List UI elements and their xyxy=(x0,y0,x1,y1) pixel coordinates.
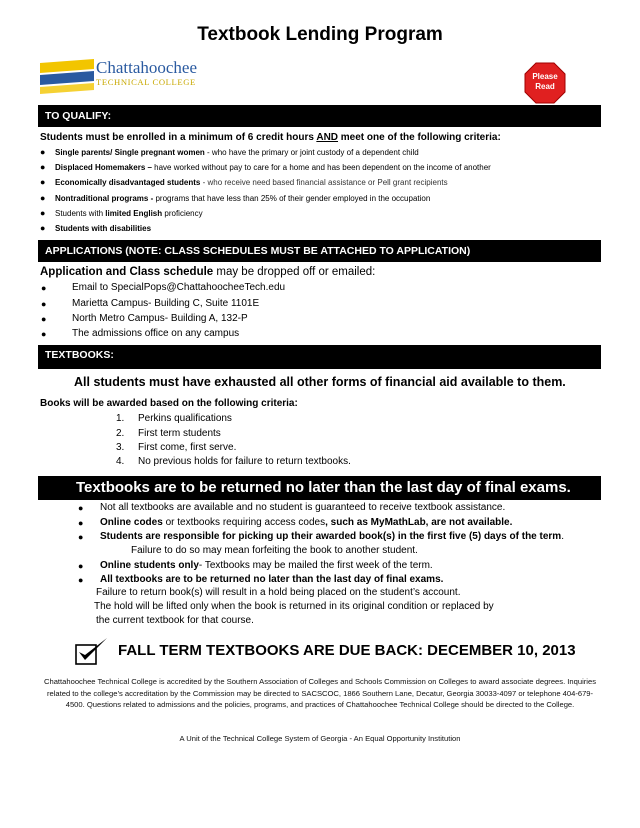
please-read-badge xyxy=(524,62,566,104)
rule-online-students xyxy=(100,560,433,571)
qualify-item-bold: Displaced Homemakers – xyxy=(55,163,152,172)
rule-online-codes-bold: Online codes xyxy=(100,517,163,528)
qualify-intro xyxy=(40,132,501,143)
bullet-icon: ● xyxy=(41,329,47,339)
rule-return-line-1: Failure to return book(s) will result in a hold being placed on the student’s account. xyxy=(96,587,461,598)
logo-subtitle: TECHNICAL COLLEGE xyxy=(96,77,196,87)
rule-return: All textbooks are to be returned no later than the last day of final exams. xyxy=(100,574,444,585)
equal-opportunity-statement: A Unit of the Technical College System of Georgia - An Equal Opportunity Institution xyxy=(179,734,461,743)
qualify-item-bold: limited English xyxy=(105,209,163,218)
rule-pickup-end: . xyxy=(561,531,564,542)
bullet-icon: ● xyxy=(40,208,46,218)
criteria-item: First term students xyxy=(138,428,221,439)
application-item: Marietta Campus- Building C, Suite 1101E xyxy=(72,298,260,309)
qualify-intro-b: meet one of the following criteria: xyxy=(338,132,501,143)
qualify-item-bold: Students with disabilities xyxy=(55,224,152,233)
exhausted-aid-note: All students must have exhausted all other forms of financial aid available to them. xyxy=(74,375,566,389)
rule-availability: Not all textbooks are available and no student is guaranteed to receive textbook assistance. xyxy=(100,502,506,513)
applications-intro xyxy=(40,266,375,278)
rule-online-students-rest: - Textbooks may be mailed the first week of the term. xyxy=(198,560,433,571)
qualify-item-rest: - who have the primary or joint custody of a dependent child xyxy=(204,148,419,157)
application-item: The admissions office on any campus xyxy=(72,328,240,339)
criteria-item: First come, first serve. xyxy=(138,442,237,453)
application-item: North Metro Campus- Building A, 132-P xyxy=(72,313,248,324)
qualify-item xyxy=(55,148,419,157)
qualify-header: TO QUALIFY: xyxy=(38,105,601,127)
qualify-item-rest: programs that have less than 25% of their gender employed in the occupation xyxy=(153,194,431,203)
qualify-item-rest: - who receive need based financial assistance or Pell grant recipients xyxy=(200,178,448,187)
qualify-item xyxy=(55,224,151,233)
bullet-icon: ● xyxy=(41,299,47,309)
checkmark-icon xyxy=(75,636,109,666)
rule-online-codes-bold2: , such as MyMathLab, are not available. xyxy=(325,517,513,528)
criteria-num: 3. xyxy=(116,442,125,453)
qualify-item xyxy=(55,178,448,187)
qualify-item-pre: Students with xyxy=(55,209,106,218)
bullet-icon: ● xyxy=(78,518,84,528)
qualify-item xyxy=(55,194,430,203)
qualify-intro-a: Students must be enrolled in a minimum of 6 credit hours xyxy=(40,132,317,143)
badge-line-2: Read xyxy=(535,82,555,91)
criteria-intro: Books will be awarded based on the following criteria: xyxy=(40,398,298,409)
badge-line-1: Please xyxy=(532,72,558,81)
rule-online-codes-mid: or textbooks requiring access codes xyxy=(162,517,326,528)
due-date-notice: FALL TERM TEXTBOOKS ARE DUE BACK: DECEMBER 10, 2013 xyxy=(118,642,576,659)
bullet-icon: ● xyxy=(40,193,46,203)
bullet-icon: ● xyxy=(78,575,84,585)
criteria-num: 2. xyxy=(116,428,125,439)
applications-header: APPLICATIONS (NOTE: CLASS SCHEDULES MUST BE ATTACHED TO APPLICATION) xyxy=(38,240,601,262)
bullet-icon: ● xyxy=(78,503,84,513)
applications-intro-rest: may be dropped off or emailed: xyxy=(213,266,376,278)
logo-name: Chattahoochee xyxy=(96,58,198,77)
rule-online-codes xyxy=(100,517,512,528)
bullet-icon: ● xyxy=(40,177,46,187)
bullet-icon: ● xyxy=(40,147,46,157)
bullet-icon: ● xyxy=(41,283,47,293)
bullet-icon: ● xyxy=(40,223,46,233)
rule-return-line-2: The hold will be lifted only when the book is returned in its original condition or replaced by xyxy=(94,601,494,612)
qualify-item-bold: Nontraditional programs - xyxy=(55,194,154,203)
bullet-icon: ● xyxy=(40,162,46,172)
qualify-item-bold: Single parents/ Single pregnant women xyxy=(55,148,205,157)
accreditation-statement: Chattahoochee Technical College is accredited by the Southern Association of Colleges and Schools Commission on Colleges to award associate degrees. Inquiries related to the college’s accreditation by the Commission may be directed to SACSCOC, 1866 Southern Lane, Decatur, Georgia 30033-4097 or telephone 404-679-4500. Questions related to admissions and the policies, programs, and practices of Chattahoochee Technical College should be directed to the College. xyxy=(44,677,596,709)
criteria-item: No previous holds for failure to return textbooks. xyxy=(138,456,351,467)
criteria-num: 1. xyxy=(116,413,125,424)
textbooks-header: TEXTBOOKS: xyxy=(38,345,601,369)
qualify-intro-and: AND xyxy=(316,132,339,143)
bullet-icon: ● xyxy=(78,561,84,571)
qualify-item xyxy=(55,209,203,218)
bullet-icon: ● xyxy=(78,532,84,542)
application-item: Email to SpecialPops@ChattahoocheeTech.edu xyxy=(72,282,286,293)
rule-return-line-3: the current textbook for that course. xyxy=(96,615,254,626)
criteria-num: 4. xyxy=(116,456,125,467)
chattahoochee-logo xyxy=(38,57,218,97)
qualify-item-bold: Economically disadvantaged students xyxy=(55,178,201,187)
criteria-item: Perkins qualifications xyxy=(138,413,232,424)
rule-pickup-continued: Failure to do so may mean forfeiting the book to another student. xyxy=(131,545,418,556)
return-deadline-banner: Textbooks are to be returned no later than the last day of final exams. xyxy=(38,476,601,500)
page-title: Textbook Lending Program xyxy=(197,24,443,45)
rule-pickup xyxy=(100,531,564,542)
logo-swoosh-icon xyxy=(38,57,96,97)
qualify-item xyxy=(55,163,491,172)
bullet-icon: ● xyxy=(41,314,47,324)
rule-online-students-bold: Online students only xyxy=(100,560,199,571)
qualify-item-rest: have worked without pay to care for a home and has been dependent on the income of another xyxy=(151,163,491,172)
qualify-item-rest: proficiency xyxy=(162,209,203,218)
applications-intro-bold: Application and Class schedule xyxy=(40,266,214,278)
rule-pickup-bold: Students are responsible for picking up their awarded book(s) in the first five (5) days of the term xyxy=(100,531,562,542)
